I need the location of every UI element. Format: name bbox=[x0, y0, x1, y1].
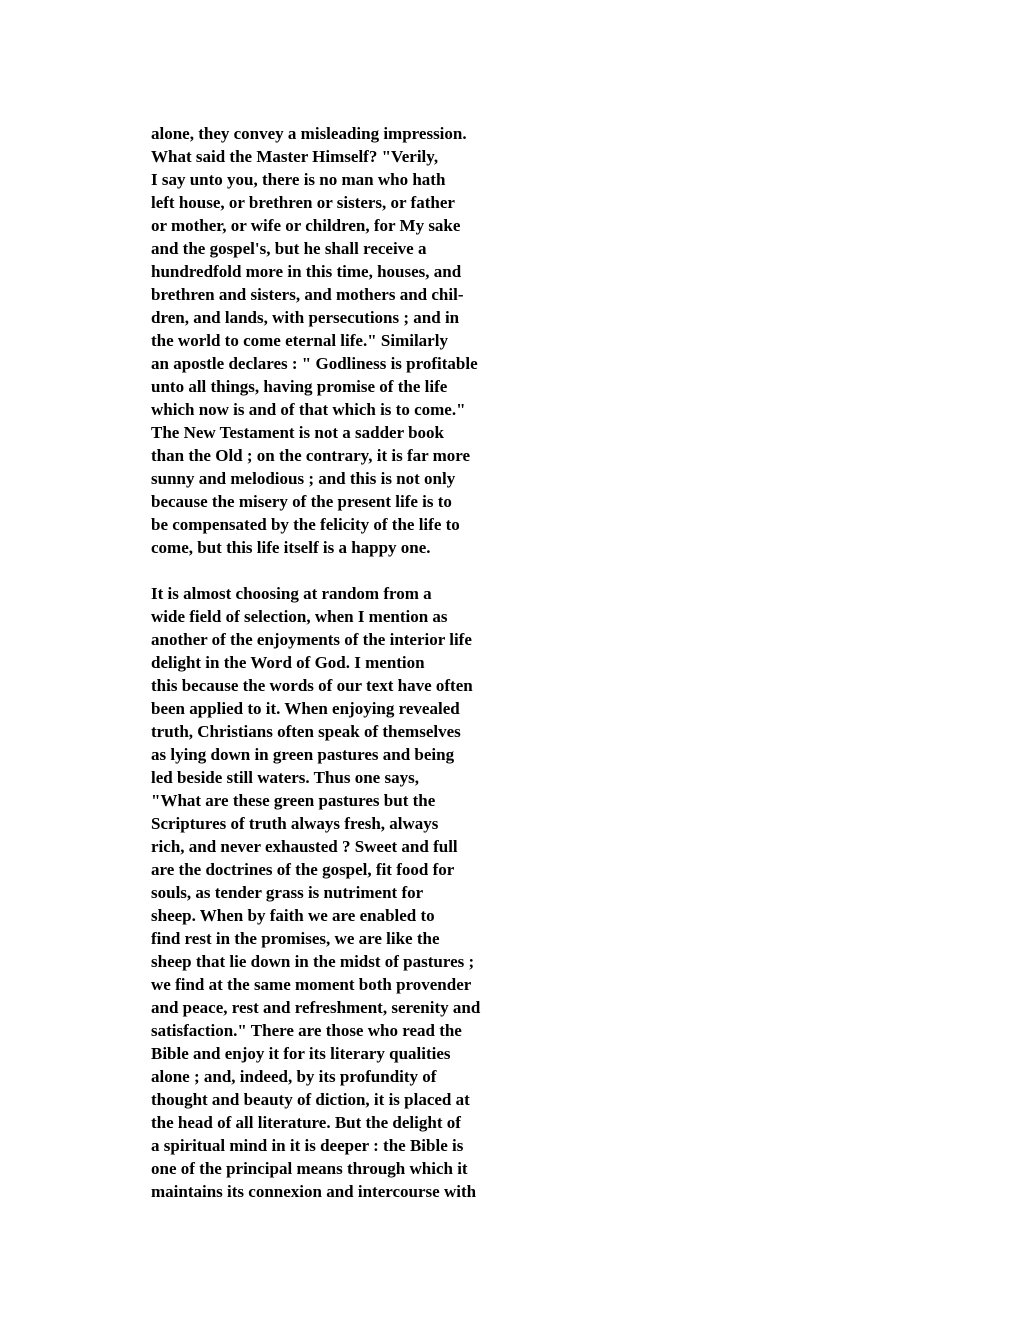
text-line: an apostle declares : " Godliness is profitable bbox=[151, 354, 478, 373]
text-line: wide field of selection, when I mention as bbox=[151, 607, 448, 626]
text-line: left house, or brethren or sisters, or father bbox=[151, 193, 455, 212]
text-line: brethren and sisters, and mothers and chil- bbox=[151, 285, 464, 304]
text-line: unto all things, having promise of the life bbox=[151, 377, 448, 396]
text-line: are the doctrines of the gospel, fit food for bbox=[151, 860, 455, 879]
text-line: we find at the same moment both provender bbox=[151, 975, 472, 994]
document-page bbox=[151, 122, 571, 1203]
text-line: satisfaction." There are those who read the bbox=[151, 1021, 462, 1040]
text-line: thought and beauty of diction, it is placed at bbox=[151, 1090, 470, 1109]
text-line: which now is and of that which is to come." bbox=[151, 400, 466, 419]
text-line: sunny and melodious ; and this is not only bbox=[151, 469, 456, 488]
paragraph-2 bbox=[151, 582, 571, 1203]
text-line: the world to come eternal life." Similarly bbox=[151, 331, 448, 350]
text-line: come, but this life itself is a happy one. bbox=[151, 538, 431, 557]
text-line: I say unto you, there is no man who hath bbox=[151, 170, 446, 189]
text-line: be compensated by the felicity of the life to bbox=[151, 515, 460, 534]
text-line: the head of all literature. But the delight of bbox=[151, 1113, 461, 1132]
text-line: led beside still waters. Thus one says, bbox=[151, 768, 419, 787]
text-line: alone ; and, indeed, by its profundity of bbox=[151, 1067, 437, 1086]
text-line: this because the words of our text have often bbox=[151, 676, 473, 695]
text-line: one of the principal means through which it bbox=[151, 1159, 468, 1178]
text-line: as lying down in green pastures and being bbox=[151, 745, 455, 764]
text-line: a spiritual mind in it is deeper : the Bible is bbox=[151, 1136, 464, 1155]
text-line: truth, Christians often speak of themselves bbox=[151, 722, 461, 741]
text-line: another of the enjoyments of the interior life bbox=[151, 630, 472, 649]
text-line: Scriptures of truth always fresh, always bbox=[151, 814, 439, 833]
text-line: alone, they convey a misleading impression. bbox=[151, 124, 467, 143]
text-line: maintains its connexion and intercourse with bbox=[151, 1182, 477, 1201]
paragraph-1 bbox=[151, 122, 571, 559]
text-line: and peace, rest and refreshment, serenity and bbox=[151, 998, 481, 1017]
text-line: souls, as tender grass is nutriment for bbox=[151, 883, 424, 902]
text-line: Bible and enjoy it for its literary qualities bbox=[151, 1044, 451, 1063]
text-line: been applied to it. When enjoying revealed bbox=[151, 699, 460, 718]
text-line: The New Testament is not a sadder book bbox=[151, 423, 444, 442]
text-line: and the gospel's, but he shall receive a bbox=[151, 239, 427, 258]
text-line: It is almost choosing at random from a bbox=[151, 584, 432, 603]
text-line: or mother, or wife or children, for My sake bbox=[151, 216, 461, 235]
text-line: rich, and never exhausted ? Sweet and full bbox=[151, 837, 458, 856]
text-line: sheep. When by faith we are enabled to bbox=[151, 906, 435, 925]
text-line: because the misery of the present life is to bbox=[151, 492, 452, 511]
text-line: sheep that lie down in the midst of pastures ; bbox=[151, 952, 475, 971]
text-line: "What are these green pastures but the bbox=[151, 791, 436, 810]
text-line: hundredfold more in this time, houses, and bbox=[151, 262, 462, 281]
text-line: than the Old ; on the contrary, it is far more bbox=[151, 446, 471, 465]
text-line: dren, and lands, with persecutions ; and in bbox=[151, 308, 460, 327]
text-line: delight in the Word of God. I mention bbox=[151, 653, 425, 672]
text-line: What said the Master Himself? "Verily, bbox=[151, 147, 439, 166]
text-line: find rest in the promises, we are like the bbox=[151, 929, 440, 948]
